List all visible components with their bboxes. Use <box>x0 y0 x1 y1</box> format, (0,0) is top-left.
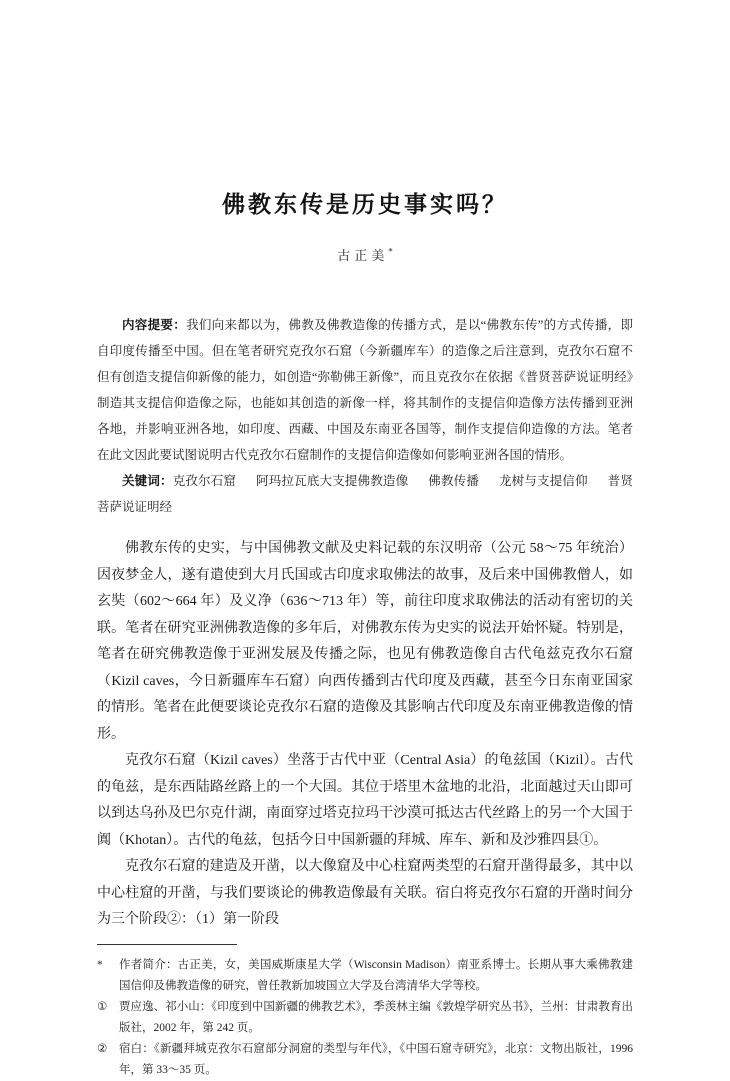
abstract-paragraph <box>97 312 633 468</box>
footnote-marker: ① <box>97 1000 108 1013</box>
body-paragraph: 佛教东传的史实，与中国佛教文献及史料记载的东汉明帝（公元 58～75 年统治）因夜梦金人，遂有遣使到大月氏国或古印度求取佛法的故事，及后来中国佛教僧人，如玄奘（602～664 年）及义净（636～713 年）等，前往印度求取佛法的活动有密切的关联。笔者在研究亚洲佛教造像的多年后，对佛教东传为史实的说法开始怀疑。特别是，笔者在研究佛教造像于亚洲发展及传播之际，也见有佛教造像自古代龟兹克孜尔石窟（Kizil caves，今日新疆库车石窟）向西传播到古代印度及西藏，甚至今日东南亚国家的情形。笔者在此便要谈论克孜尔石窟的造像及其影响古代印度及东南亚佛教造像的情形。 <box>97 541 633 742</box>
keywords-label: 关键词： <box>122 474 173 488</box>
body-paragraph: 克孜尔石窟的建造及开凿，以大像窟及中心柱窟两类型的石窟开凿得最多，其中以中心柱窟的开凿，与我们要谈论的佛教造像最有关联。宿白将克孜尔石窟的开凿时间分为三个阶段②：（1）第一阶段 <box>97 859 633 927</box>
keyword-item: 普贤菩萨说证明经 <box>97 474 633 514</box>
abstract-label: 内容提要： <box>122 318 187 332</box>
footnote-item <box>97 1039 633 1081</box>
footnote-divider <box>97 944 237 945</box>
footnote-item <box>97 997 633 1039</box>
keywords-line <box>97 468 633 520</box>
footnote-text: 贾应逸、祁小山：《印度到中国新疆的佛教艺术》，季羡林主编《敦煌学研究丛书》，兰州：甘肃教育出版社，2002 年，第 242 页。 <box>119 1000 633 1034</box>
article-body <box>97 536 633 934</box>
footnote-text: 作者简介：古正美，女，美国威斯康星大学（Wisconsin Madison）南亚系博士。长期从事大乘佛教建国信仰及佛教造像的研究，曾任教新加坡国立大学及台湾清华大学等校。 <box>119 958 633 992</box>
author-name: 古正美 <box>337 248 389 263</box>
abstract-text: 我们向来都以为，佛教及佛教造像的传播方式，是以“佛教东传”的方式传播，即自印度传播至中国。但在笔者研究克孜尔石窟（今新疆库车）的造像之后注意到，克孜尔石窟不但有创造支提信仰新像的能力，如创造“弥勒佛王新像”，而且克孜尔在依据《普贤菩萨说证明经》制造其支提信仰造像之际，也能如其创造的新像一样，将其制作的支提信仰造像方法传播到亚洲各地，并影响亚洲各地，如印度、西藏、中国及东南亚各国等，制作支提信仰造像的方法。笔者在此文因此要试图说明古代克孜尔石窟制作的支提信仰造像如何影响亚洲各国的情形。 <box>97 318 633 462</box>
body-paragraph: 克孜尔石窟（Kizil caves）坐落于古代中亚（Central Asia）的龟兹国（Kizil）。古代的龟兹，是东西陆路丝路上的一个大国。其位于塔里木盆地的北沿，北面越过天山即可以到达乌孙及巴尔克什湖，南面穿过塔克拉玛干沙漠可抵达古代丝路上的另一个大国于阗（Khotan）。古代的龟兹，包括今日中国新疆的拜城、库车、新和及沙雅四县①。 <box>97 753 633 848</box>
keyword-item: 克孜尔石窟 <box>172 474 237 488</box>
author-note-mark: * <box>388 246 393 257</box>
abstract-section <box>97 312 633 520</box>
keyword-item: 佛教传播 <box>428 474 479 488</box>
footnote-text: 宿白：《新疆拜城克孜尔石窟部分洞窟的类型与年代》，《中国石窟寺研究》，北京：文物出版社，1996 年，第 33～35 页。 <box>119 1042 633 1076</box>
footnotes-section <box>97 944 633 1081</box>
footnote-item <box>97 955 633 997</box>
author-line <box>97 245 633 264</box>
footnote-marker: * <box>97 958 103 971</box>
footnote-marker: ② <box>97 1042 108 1055</box>
keyword-item: 龙树与支提信仰 <box>499 474 588 488</box>
keyword-item: 阿玛拉瓦底大支提佛教造像 <box>256 474 409 488</box>
paper-title: 佛教东传是历史事实吗？ <box>222 192 508 217</box>
